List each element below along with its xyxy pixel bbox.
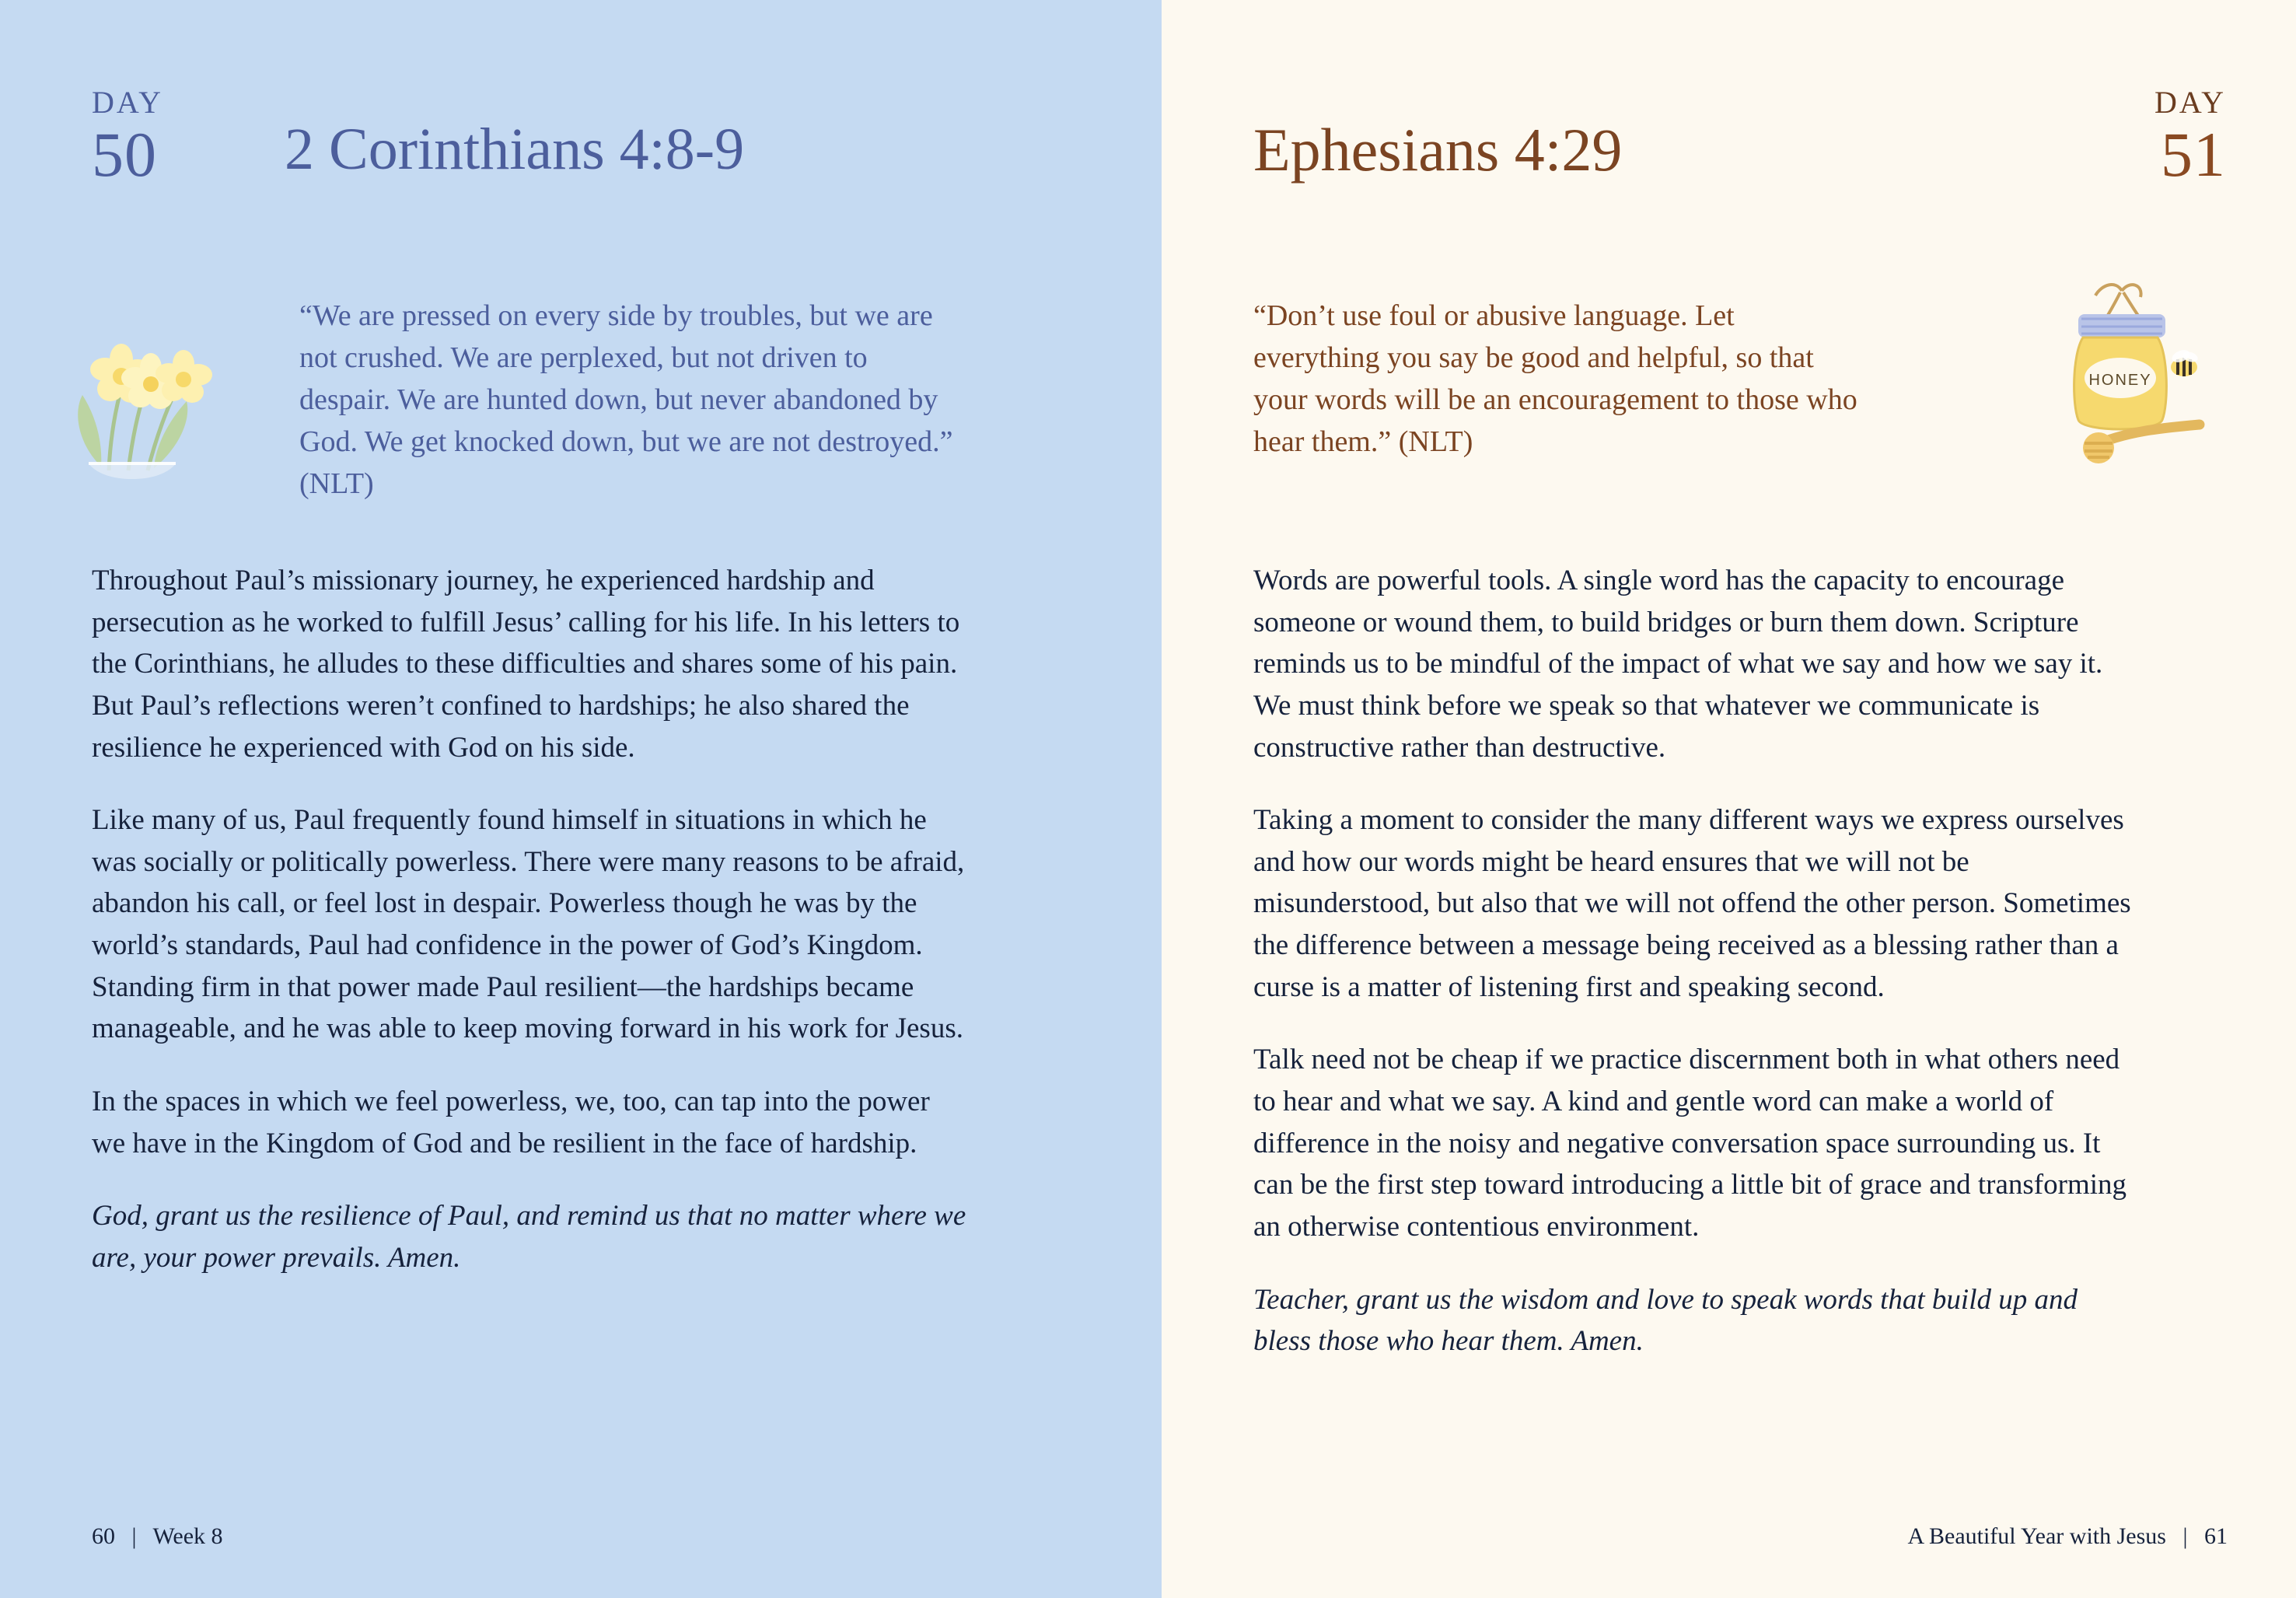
verse-text-right: “Don’t use foul or abusive language. Let everything you say be good and helpful, so that your words will be an encouragement to those who hear them.” (NLT)	[1253, 299, 1857, 458]
day-marker-left	[92, 85, 208, 190]
day-number-right: 51	[2161, 119, 2226, 190]
devotional-body-left	[92, 560, 970, 1310]
verse-text-left: “We are pressed on every side by troubles, but we are not crushed. We are perplexed, but not driven to despair. We are hunted down, but never abandoned by God. We get knocked down, but we are not destroyed.” (NLT)	[299, 299, 953, 500]
left-page-header	[92, 85, 745, 190]
day-label-left: DAY	[92, 85, 163, 120]
prayer-text-left: God, grant us the resilience of Paul, and remind us that no matter where we are, your power prevails. Amen.	[92, 1200, 966, 1274]
day-marker-right	[2154, 85, 2226, 190]
honey-jar-label: HONEY	[2088, 372, 2152, 389]
scripture-reference-right: Ephesians 4:29	[1253, 116, 1623, 184]
page-number-left: 60	[92, 1523, 115, 1549]
day-number-left: 50	[92, 119, 157, 190]
right-page	[1162, 0, 2296, 1598]
right-page-header	[1162, 85, 2296, 190]
paragraph: Talk need not be cheap if we practice discernment both in what others need to hear and what we say. A kind and gentle word can make a world of difference in the noisy and negative conversation space surrounding us. It can be the first step toward introducing a little bit of grace and transforming an otherwise contentious environment.	[1253, 1044, 2127, 1243]
paragraph: Words are powerful tools. A single word has the capacity to encourage someone or wound them, to build bridges or burn them down. Scripture reminds us to be mindful of the impact of what we say and how we say it. We must think before we speak so that whatever we communicate is constructive rather than destructive.	[1253, 565, 2103, 764]
paragraph: Throughout Paul’s missionary journey, he experienced hardship and persecution as he worked to fulfill Jesus’ calling for his life. In his letters to the Corinthians, he alludes to these difficulties and shares some of his pain. But Paul’s reflections weren’t confined to hardships; he also shared the resilience he experienced with God on his side.	[92, 565, 960, 764]
scripture-reference-left: 2 Corinthians 4:8-9	[285, 117, 745, 182]
paragraph: In the spaces in which we feel powerless, we, too, can tap into the power we have in the Kingdom of God and be resilient in the face of hardship.	[92, 1086, 930, 1159]
prayer-text-right: Teacher, grant us the wisdom and love to speak words that build up and bless those who hear them. Amen.	[1253, 1283, 2078, 1358]
day-label-right: DAY	[2154, 85, 2226, 120]
daffodil-flowers-icon	[54, 311, 249, 482]
footer-week-label: Week 8	[152, 1523, 223, 1549]
footer-book-title: A Beautiful Year with Jesus	[1907, 1523, 2166, 1549]
paragraph: Like many of us, Paul frequently found himself in situations in which he was socially or politically powerless. There were many reasons to be afraid, abandon his call, or feel lost in despair. Powerless though he was by the world’s standards, Paul had confidence in the power of God’s Kingdom. Standing firm in that power made Paul resilient—the hardships became manageable, and he was able to keep moving forward in his work for Jesus.	[92, 804, 965, 1045]
paragraph: Taking a moment to consider the many different ways we express ourselves and how our words might be heard ensures that we will not be misunderstood, but also that we will not offend the other person. Sometimes the difference between a message being received as a blessing rather than a curse is a matter of listening first and speaking second.	[1253, 804, 2131, 1003]
footer-divider-right: |	[2182, 1523, 2188, 1549]
honey-jar-icon	[2018, 264, 2228, 482]
devotional-body-right	[1253, 560, 2136, 1393]
footer-divider-left: |	[131, 1523, 137, 1549]
footer-left	[92, 1523, 223, 1550]
page-number-right: 61	[2204, 1523, 2228, 1549]
footer-right	[1907, 1523, 2228, 1550]
